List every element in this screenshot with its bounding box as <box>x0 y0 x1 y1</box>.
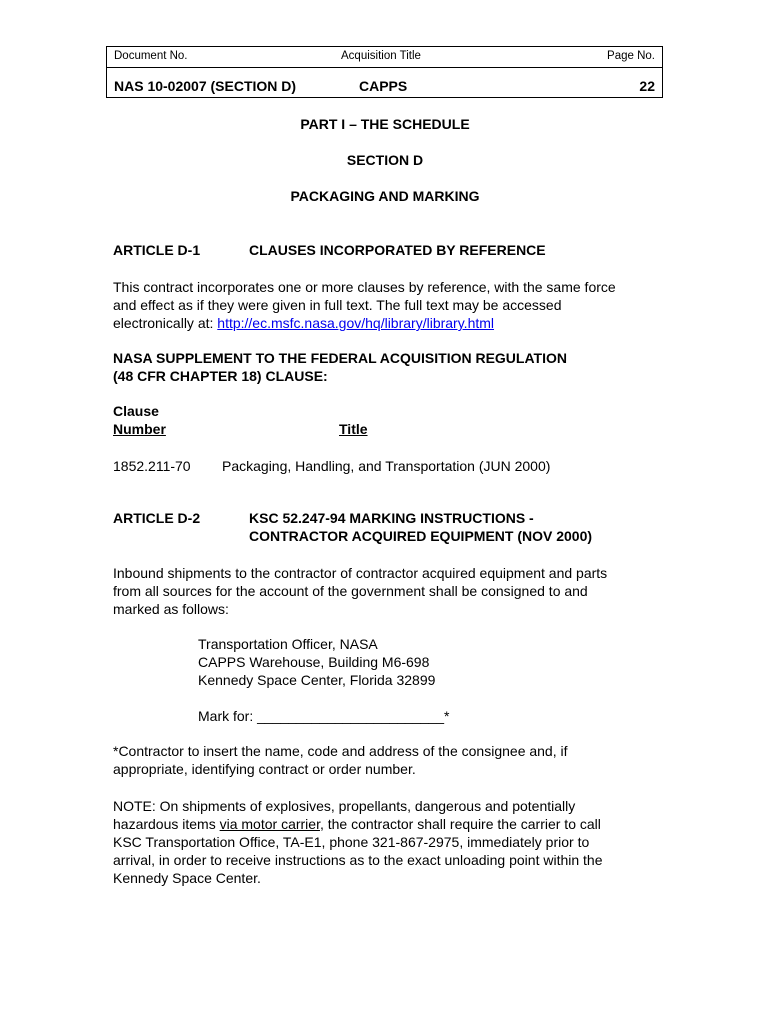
col-title-label: Title <box>339 421 368 437</box>
article-d1-label: ARTICLE D-1 <box>113 242 201 258</box>
address-line: Kennedy Space Center, Florida 32899 <box>198 672 436 688</box>
address-line: Transportation Officer, NASA <box>198 636 378 652</box>
footnote-line: *Contractor to insert the name, code and address of the consignee and, if <box>113 743 568 759</box>
page-no-value: 22 <box>639 78 655 94</box>
nasa-supplement-heading: (48 CFR CHAPTER 18) CLAUSE: <box>113 368 328 384</box>
d2-paragraph-line: marked as follows: <box>113 601 229 617</box>
article-d2-label: ARTICLE D-2 <box>113 510 201 526</box>
subject-heading: PACKAGING AND MARKING <box>290 188 480 204</box>
d2-paragraph-line: Inbound shipments to the contractor of contractor acquired equipment and parts <box>113 565 608 581</box>
doc-no-label: Document No. <box>114 50 188 62</box>
note-suffix: , the contractor shall require the carrier to call <box>319 816 601 832</box>
note-prefix: hazardous items <box>113 816 220 832</box>
d1-paragraph-line: This contract incorporates one or more clauses by reference, with the same force <box>113 279 616 295</box>
clause-title: Packaging, Handling, and Transportation (JUN 2000) <box>222 458 551 474</box>
acq-title-label: Acquisition Title <box>341 50 421 62</box>
note-line: KSC Transportation Office, TA-E1, phone 321-867-2975, immediately prior to <box>113 834 590 850</box>
library-url-link[interactable]: http://ec.msfc.nasa.gov/hq/library/library.html <box>217 315 495 331</box>
note-line: arrival, in order to receive instructions as to the exact unloading point within the <box>113 852 603 868</box>
acq-title-value: CAPPS <box>359 78 408 94</box>
d2-paragraph-line: from all sources for the account of the government shall be consigned to and <box>113 583 588 599</box>
footnote-line: appropriate, identifying contract or order number. <box>113 761 416 777</box>
note-line: Kennedy Space Center. <box>113 870 261 886</box>
note-line: NOTE: On shipments of explosives, propellants, dangerous and potentially <box>113 798 576 814</box>
nasa-supplement-heading: NASA SUPPLEMENT TO THE FEDERAL ACQUISITION REGULATION <box>113 350 567 366</box>
mark-for-line: Mark for: ________________________* <box>198 708 450 724</box>
doc-no-value: NAS 10-02007 (SECTION D) <box>114 78 297 94</box>
header-divider <box>107 67 662 68</box>
note-line <box>113 815 601 833</box>
page-no-label: Page No. <box>607 50 655 62</box>
article-d2-title: CONTRACTOR ACQUIRED EQUIPMENT (NOV 2000) <box>249 528 593 544</box>
address-line: CAPPS Warehouse, Building M6-698 <box>198 654 430 670</box>
clause-number: 1852.211-70 <box>113 458 191 474</box>
article-d1-title: CLAUSES INCORPORATED BY REFERENCE <box>249 242 546 258</box>
article-d2-title: KSC 52.247-94 MARKING INSTRUCTIONS - <box>249 510 534 526</box>
d1-paragraph-line: and effect as if they were given in full text. The full text may be accessed <box>113 297 562 313</box>
d1-url-prefix: electronically at: <box>113 315 218 331</box>
col-clause-label: Clause <box>113 403 159 419</box>
motor-carrier-underlined: via motor carrier <box>219 816 320 832</box>
d1-paragraph-line <box>113 314 494 332</box>
document-header-table <box>106 46 663 98</box>
col-number-label: Number <box>113 421 166 437</box>
section-heading: SECTION D <box>346 152 424 168</box>
part-heading: PART I – THE SCHEDULE <box>300 116 470 132</box>
